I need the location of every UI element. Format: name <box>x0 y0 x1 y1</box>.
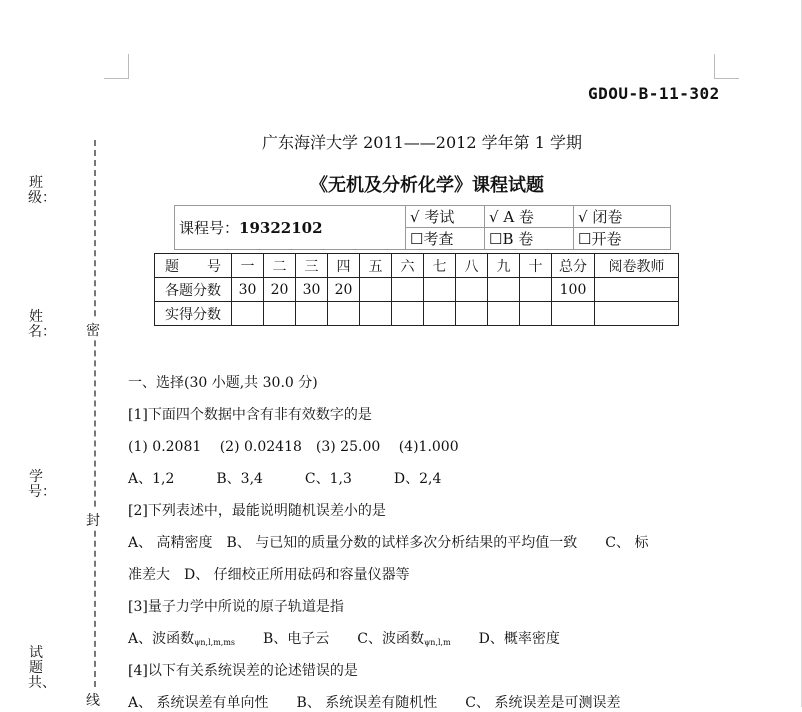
question-1-options: A、1,2 B、3,4 C、1,3 D、2,4 <box>128 471 442 487</box>
score-cell <box>392 278 424 302</box>
score-cell <box>456 302 488 326</box>
q3-option-a: A、波函数 <box>128 631 195 647</box>
course-number-cell <box>175 206 406 250</box>
option-closed: √ 闭卷 <box>574 206 671 228</box>
seal-xian: 线 <box>86 690 100 710</box>
score-header: 总分 <box>552 254 595 278</box>
score-cell <box>456 278 488 302</box>
score-cell <box>520 278 552 302</box>
score-cell <box>520 302 552 326</box>
score-cell: 30 <box>296 278 328 302</box>
margin-corner-right <box>714 54 739 79</box>
score-header: 四 <box>328 254 360 278</box>
score-header-row <box>155 254 679 278</box>
score-cell: 20 <box>328 278 360 302</box>
course-number: 19322102 <box>239 219 323 237</box>
course-number-label: 课程号： <box>179 219 240 237</box>
question-3: [3]量子力学中所说的原子轨道是指 <box>128 599 344 615</box>
q3-option-d: D、概率密度 <box>450 631 560 647</box>
option-paper-b: ☐B 卷 <box>485 228 574 250</box>
question-2-options-line1: A、 高精密度 B、 与已知的质量分数的试样多次分析结果的平均值一致 C、 标 <box>128 535 649 551</box>
row-label: 实得分数 <box>155 302 232 326</box>
score-cell: 20 <box>264 278 296 302</box>
score-header: 三 <box>296 254 328 278</box>
seal-feng: 封 <box>86 510 100 530</box>
score-cell <box>595 278 679 302</box>
student-id-label: 学号： <box>28 469 56 500</box>
option-paper-a: √ A 卷 <box>485 206 574 228</box>
score-header: 阅卷教师 <box>595 254 679 278</box>
psi-nlm: ψn,l,m <box>424 638 451 647</box>
question-2: [2]下列表述中，最能说明随机误差小的是 <box>128 503 386 519</box>
score-cell <box>488 302 520 326</box>
score-header: 一 <box>232 254 264 278</box>
score-cell <box>392 302 424 326</box>
score-cell <box>360 302 392 326</box>
score-cell <box>328 302 360 326</box>
score-header: 九 <box>488 254 520 278</box>
score-cell: 100 <box>552 278 595 302</box>
total-label: 试题共、 <box>28 645 56 691</box>
question-3-options <box>128 628 560 648</box>
question-4-options: A、 系统误差有单向性 B、 系统误差有随机性 C、 系统误差是可测误差 <box>128 695 621 711</box>
score-cell <box>424 302 456 326</box>
score-header: 五 <box>360 254 392 278</box>
option-open: ☐开卷 <box>574 228 671 250</box>
score-header: 七 <box>424 254 456 278</box>
score-cell <box>424 278 456 302</box>
score-cell <box>552 302 595 326</box>
seal-mi: 密 <box>86 320 100 340</box>
score-header: 二 <box>264 254 296 278</box>
margin-corner-left <box>104 54 129 79</box>
document-code: GDOU-B-11-302 <box>588 84 720 103</box>
score-header: 六 <box>392 254 424 278</box>
question-2-options-line2: 准差大 D、 仔细校正所用砝码和容量仪器等 <box>128 567 410 583</box>
course-title: 《无机及分析化学》课程试题 <box>310 175 544 196</box>
name-label: 姓名： <box>28 309 56 340</box>
row-label: 各题分数 <box>155 278 232 302</box>
class-label: 班级： <box>28 175 56 206</box>
score-cell <box>264 302 296 326</box>
score-header: 八 <box>456 254 488 278</box>
score-cell <box>488 278 520 302</box>
score-cell <box>232 302 264 326</box>
seal-line <box>94 140 96 707</box>
question-1: [1]下面四个数据中含有非有效数字的是 <box>128 407 372 423</box>
q3-option-bc: B、电子云 C、波函数 <box>235 631 425 647</box>
psi-nlmms: ψn,l,m,ms <box>194 638 236 647</box>
score-cell <box>296 302 328 326</box>
score-row-allotted <box>155 278 679 302</box>
question-1-choices: (1) 0.2081 (2) 0.02418 (3) 25.00 (4)1.000 <box>128 439 459 455</box>
score-header: 十 <box>520 254 552 278</box>
course-info-table <box>174 205 671 250</box>
section-heading: 一、选择(30 小题,共 30.0 分) <box>128 375 318 391</box>
option-exam: √ 考试 <box>406 206 485 228</box>
university-semester: 广东海洋大学 2011——2012 学年第 1 学期 <box>262 133 582 152</box>
score-table <box>154 253 679 326</box>
score-cell <box>360 278 392 302</box>
score-header: 题 号 <box>155 254 232 278</box>
question-4: [4]以下有关系统误差的论述错误的是 <box>128 663 358 679</box>
score-row-earned <box>155 302 679 326</box>
score-cell <box>595 302 679 326</box>
score-cell: 30 <box>232 278 264 302</box>
option-check: ☐考查 <box>406 228 485 250</box>
